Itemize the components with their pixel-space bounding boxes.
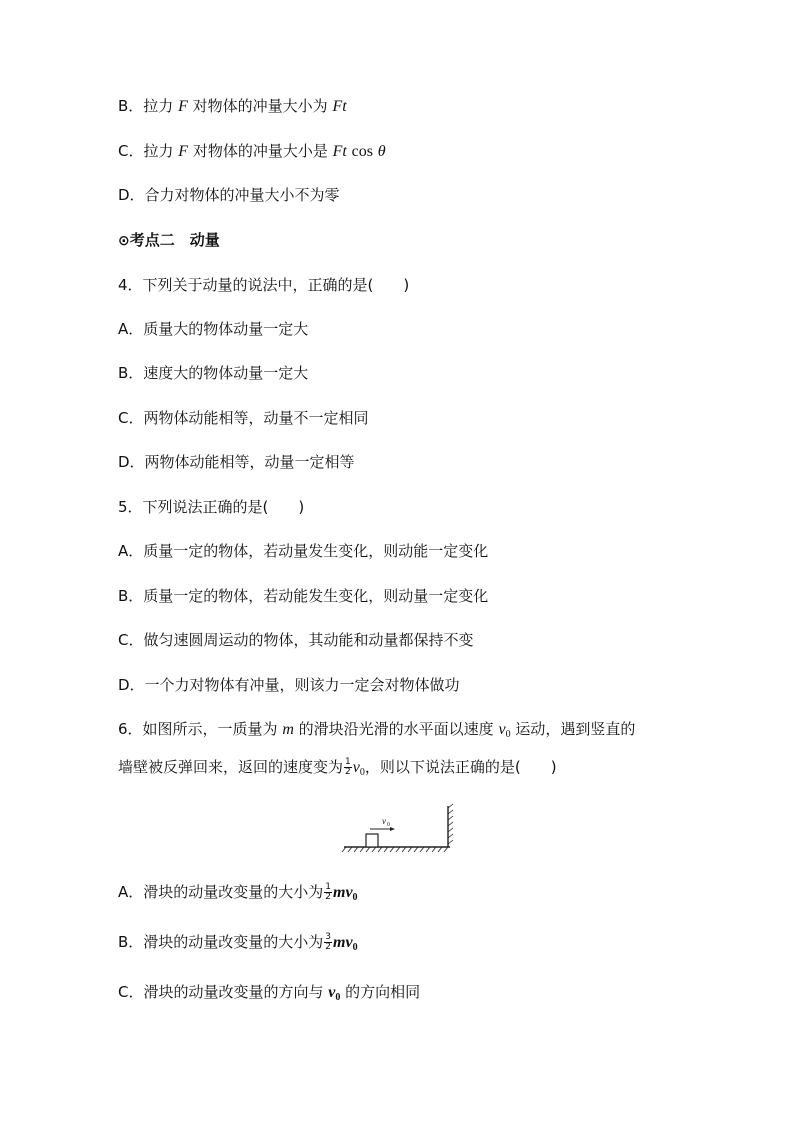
velocity-symbol: [353, 759, 365, 776]
option-text: A．质量一定的物体，若动量发生变化，则动能一定变化: [118, 542, 489, 560]
question-text: ，则以下说法正确的是( ): [364, 758, 557, 776]
wall-hatching: [448, 804, 453, 844]
option-4c: [118, 408, 368, 428]
option-6a: [118, 882, 358, 908]
option-text: D．两物体动能相等，动量一定相等: [118, 453, 355, 471]
fraction: [324, 933, 332, 952]
velocity-letter: v: [352, 759, 360, 776]
ground-hatching: [342, 847, 448, 852]
question-5: [118, 497, 304, 517]
mass-symbol: m: [282, 721, 294, 738]
option-text: A．滑块的动量改变量的大小为: [118, 883, 324, 901]
momentum-letters: mv: [333, 934, 353, 951]
option-3b: [118, 96, 347, 117]
option-text: B．质量一定的物体，若动能发生变化，则动量一定变化: [118, 587, 489, 605]
option-6c: [118, 982, 420, 1008]
option-text: D．一个力对物体有冲量，则该力一定会对物体做功: [118, 676, 460, 694]
section-title: 考点二 动量: [129, 231, 220, 249]
fraction: [324, 883, 332, 902]
force-symbol: F: [178, 143, 189, 160]
momentum-expression: [333, 934, 358, 951]
velocity-subscript: 0: [505, 729, 511, 740]
impulse-expression: Ft: [332, 143, 347, 160]
target-icon: ⊙: [118, 233, 130, 249]
option-text: C．做匀速圆周运动的物体，其动能和动量都保持不变: [118, 631, 474, 649]
option-text: 的方向相同: [345, 983, 421, 1001]
question-6-line-2: [118, 757, 557, 783]
velocity-symbol: [498, 721, 510, 738]
option-5a: [118, 541, 488, 561]
option-3c: [118, 141, 386, 162]
fraction-numerator: 1: [325, 882, 331, 892]
question-text: 5．下列说法正确的是( ): [118, 498, 305, 516]
option-6b: [118, 932, 358, 958]
velocity-label: v: [382, 816, 386, 826]
option-text: A．质量大的物体动量一定大: [118, 320, 309, 338]
cos-function: cos: [351, 143, 373, 160]
momentum-letters: mv: [333, 884, 353, 901]
option-text: C．两物体动能相等，动量不一定相同: [118, 409, 369, 427]
fraction-numerator: 3: [325, 932, 332, 942]
option-text: B．速度大的物体动量一定大: [118, 364, 309, 382]
option-text: C．滑块的动量改变量的方向与: [118, 983, 324, 1001]
option-5d: [118, 675, 460, 695]
option-text: B．拉力: [118, 97, 174, 115]
option-4d: [118, 452, 355, 472]
option-5c: [118, 630, 473, 650]
option-4a: [118, 319, 308, 339]
question-text: 6．如图所示，一质量为: [118, 720, 278, 738]
momentum-subscript: 0: [352, 942, 358, 953]
option-3d: [118, 185, 340, 205]
velocity-label-subscript: 0: [387, 822, 390, 828]
question-text: 墙壁被反弹回来，返回的速度变为: [118, 758, 344, 776]
wall-block-figure: [340, 802, 460, 860]
arrow-head: [390, 827, 395, 831]
fraction-denominator: 2: [325, 892, 331, 902]
velocity-subscript: 0: [335, 992, 341, 1003]
option-text: D．合力对物体的冲量大小不为零: [118, 186, 340, 204]
question-text: 运动，遇到竖直的: [515, 720, 636, 738]
option-4b: [118, 363, 308, 383]
momentum-subscript: 0: [352, 892, 358, 903]
fraction-numerator: 1: [345, 757, 351, 767]
velocity-letter: v: [498, 721, 506, 738]
section-heading: [118, 230, 220, 251]
option-5b: [118, 586, 488, 606]
question-6-line-1: [118, 719, 635, 745]
option-text: 对物体的冲量大小为: [192, 97, 328, 115]
option-text: 对物体的冲量大小是: [192, 142, 328, 160]
momentum-expression: [333, 884, 358, 901]
option-text: B．滑块的动量改变量的大小为: [118, 933, 324, 951]
question-4: [118, 275, 409, 295]
force-symbol: F: [178, 98, 188, 115]
fraction-denominator: 2: [345, 767, 351, 777]
impulse-expression: Ft: [332, 98, 347, 115]
question-text: 的滑块沿光滑的水平面以速度: [298, 720, 494, 738]
velocity-symbol: [328, 984, 340, 1001]
fraction-denominator: 2: [325, 942, 332, 952]
figure-svg: [340, 802, 460, 856]
velocity-letter: v: [328, 984, 336, 1001]
question-text: 4．下列关于动量的说法中，正确的是( ): [118, 276, 410, 294]
fraction: [344, 758, 352, 777]
theta-symbol: θ: [377, 143, 386, 160]
velocity-subscript: 0: [359, 767, 365, 778]
slider-block: [366, 834, 378, 847]
option-text: C．拉力: [118, 142, 174, 160]
